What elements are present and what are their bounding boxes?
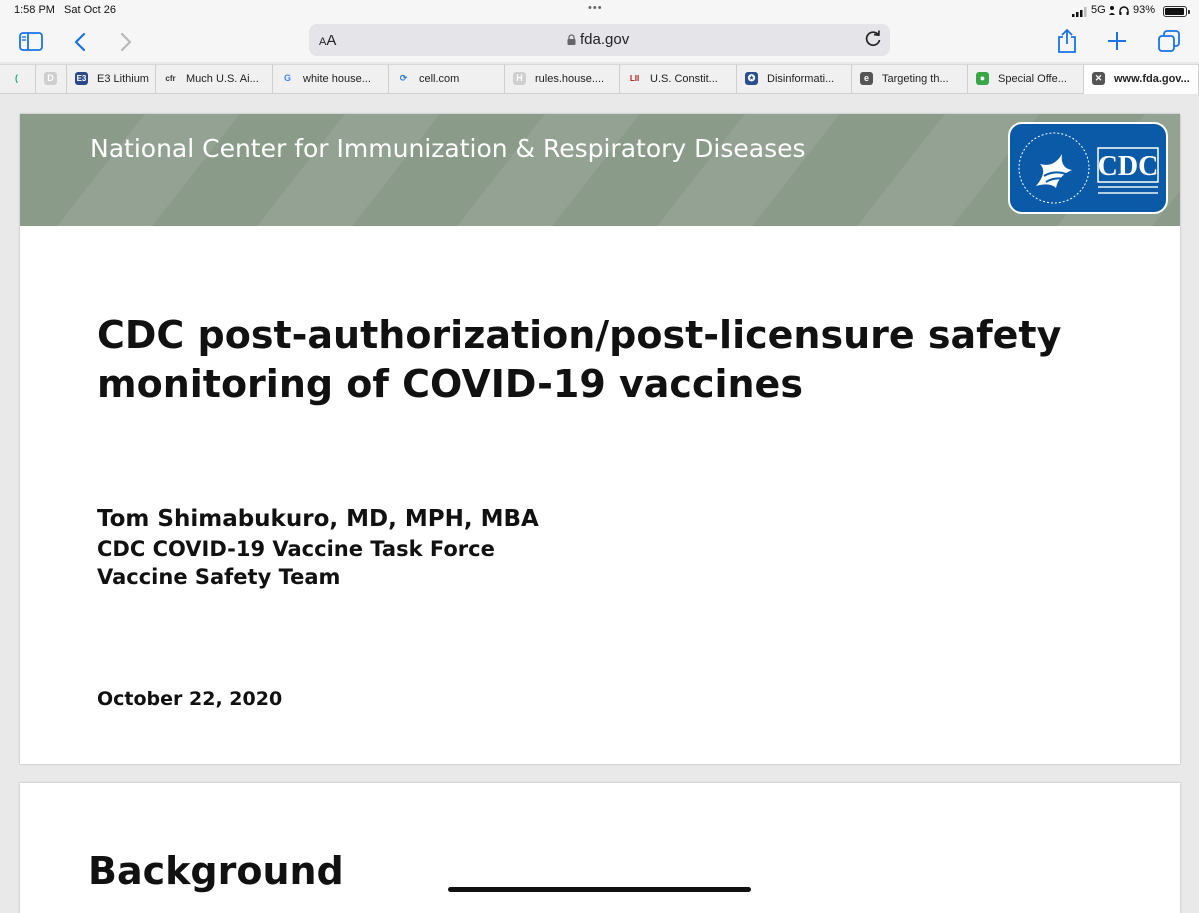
slide2-title: Background: [88, 849, 344, 893]
share-icon[interactable]: [1056, 28, 1078, 54]
cdc-hhs-logo: [1008, 122, 1168, 214]
reader-small-a: A: [319, 36, 327, 48]
browser-tab[interactable]: [1084, 65, 1199, 94]
reload-icon[interactable]: [864, 30, 882, 48]
cdc-logo-text: CDC: [1097, 151, 1159, 182]
presenter-affiliation-2: Vaccine Safety Team: [97, 565, 341, 589]
multitasking-dots-icon[interactable]: •••: [588, 2, 603, 14]
lock-icon: [567, 34, 576, 45]
tab-label: Much U.S. Ai...: [186, 73, 259, 85]
tab-label: U.S. Constit...: [650, 73, 718, 85]
tab-label: www.fda.gov...: [1114, 73, 1190, 85]
browser-tab[interactable]: [0, 65, 36, 94]
favicon-icon: (: [15, 73, 18, 83]
tab-label: cell.com: [419, 73, 460, 85]
headphones-icon: [1107, 5, 1129, 16]
new-tab-plus-icon[interactable]: [1107, 31, 1127, 51]
tab-label: Targeting th...: [882, 73, 949, 85]
sidebar-icon[interactable]: [19, 32, 43, 51]
favicon-icon: ⟳: [399, 73, 408, 83]
favicon-icon: D: [44, 72, 57, 85]
browser-tab[interactable]: [852, 65, 968, 94]
browser-tab[interactable]: [620, 65, 737, 94]
close-tab-icon[interactable]: ✕: [1092, 72, 1105, 85]
hhs-eagle-seal-icon: [1010, 124, 1166, 212]
home-indicator[interactable]: [448, 887, 751, 892]
back-arrow-icon[interactable]: [74, 32, 86, 52]
browser-tab[interactable]: [36, 65, 67, 94]
browser-tab[interactable]: [156, 65, 273, 94]
reader-large-a: A: [326, 32, 337, 49]
status-time: 1:58 PM: [14, 4, 55, 16]
tab-label: E3 Lithium: [97, 73, 149, 85]
favicon-icon: G: [283, 73, 291, 83]
browser-tab[interactable]: [389, 65, 505, 94]
forward-arrow-icon[interactable]: [120, 32, 132, 52]
tab-bar: [0, 64, 1199, 94]
background-slide: [20, 783, 1180, 913]
tab-label: Special Offe...: [998, 73, 1067, 85]
favicon-icon: e: [860, 72, 873, 85]
address-bar[interactable]: [309, 24, 890, 56]
status-date: Sat Oct 26: [64, 4, 116, 16]
center-name: National Center for Immunization & Respiratory Diseases: [90, 134, 806, 163]
tab-label: Disinformati...: [767, 73, 835, 85]
favicon-icon: cfr: [165, 74, 176, 83]
cell-signal-icon: [1072, 7, 1088, 17]
presenter-name: Tom Shimabukuro, MD, MPH, MBA: [97, 506, 539, 532]
url-display[interactable]: [567, 31, 629, 48]
status-bar: [0, 0, 1199, 22]
tabs-overview-icon[interactable]: [1158, 30, 1180, 52]
slide-header-banner: [20, 114, 1180, 226]
browser-tab[interactable]: [273, 65, 389, 94]
battery-fill: [1165, 8, 1184, 15]
browser-tab[interactable]: [67, 65, 156, 94]
favicon-icon: LII: [629, 74, 640, 83]
network-label: 5G: [1091, 4, 1106, 16]
browser-tab[interactable]: [505, 65, 620, 94]
presentation-date: October 22, 2020: [97, 688, 283, 710]
tab-label: rules.house....: [535, 73, 605, 85]
title-slide: [20, 114, 1180, 764]
favicon-icon: H: [513, 72, 526, 85]
slide-title: CDC post-authorization/post-licensure safety monitoring of COVID-19 vaccines: [97, 313, 1062, 406]
tab-label: white house...: [303, 73, 371, 85]
reader-options-button[interactable]: [319, 32, 336, 49]
battery-icon: [1163, 6, 1187, 17]
favicon-icon: ●: [976, 72, 989, 85]
browser-tab[interactable]: [737, 65, 852, 94]
battery-percentage: 93%: [1133, 4, 1156, 16]
presenter-affiliation-1: CDC COVID-19 Vaccine Task Force: [97, 537, 495, 561]
url-text: fda.gov: [580, 31, 630, 48]
browser-tab[interactable]: [968, 65, 1084, 94]
favicon-icon: E3: [76, 74, 87, 83]
favicon-icon: ✪: [745, 72, 758, 85]
